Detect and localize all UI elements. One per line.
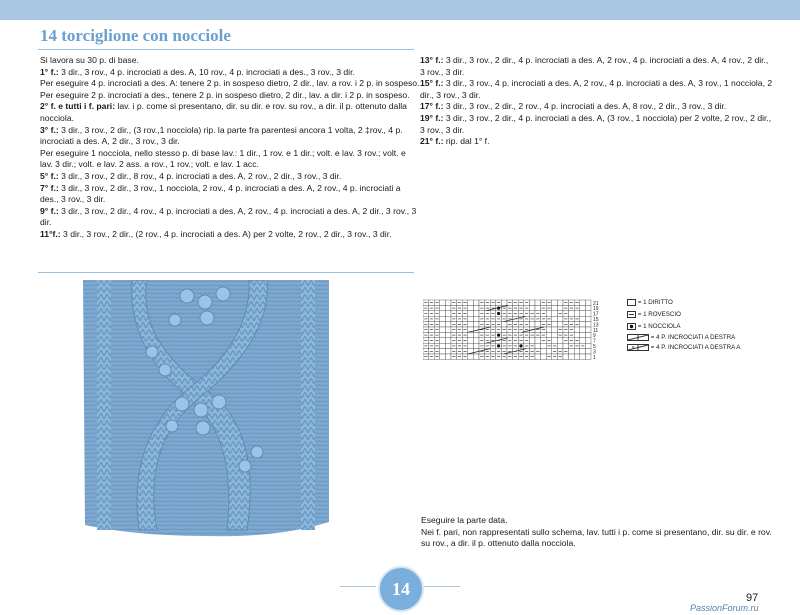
chart-cell bbox=[445, 338, 451, 343]
chart-cell bbox=[440, 327, 446, 332]
section-divider bbox=[38, 272, 414, 273]
chart-cell bbox=[546, 327, 552, 332]
chart-cell bbox=[580, 316, 586, 321]
knitting-chart bbox=[423, 298, 603, 360]
chart-cell bbox=[473, 311, 479, 316]
chart-row-number: 17 bbox=[593, 311, 599, 318]
badge-number: 14 bbox=[392, 578, 410, 599]
chart-cell bbox=[535, 300, 541, 305]
chart-cell bbox=[552, 316, 558, 321]
chart-cell bbox=[440, 332, 446, 337]
chart-cell bbox=[585, 349, 591, 354]
chart-cell bbox=[445, 332, 451, 337]
chart-cell bbox=[468, 343, 474, 348]
chart-cell bbox=[535, 338, 541, 343]
note-line: Eseguire la parte data. bbox=[421, 515, 508, 525]
chart-cell bbox=[440, 343, 446, 348]
chart-cell bbox=[580, 338, 586, 343]
instruction-line: 9° f.: 3 dir., 3 rov., 2 dir., 4 rov., 4 p. incrociati a des. A, 2 rov., 4 p. incrociati a des. A, 2 dir., 3 rov., 3 dir. bbox=[40, 205, 417, 228]
chart-cell bbox=[445, 305, 451, 310]
chart-cell bbox=[585, 305, 591, 310]
title-divider bbox=[38, 49, 414, 50]
chart-cell bbox=[580, 305, 586, 310]
chart-cell bbox=[535, 322, 541, 327]
chart-row-number: 11 bbox=[593, 327, 599, 334]
chart-cell bbox=[473, 300, 479, 305]
chart-cell bbox=[473, 305, 479, 310]
chart-cell bbox=[541, 354, 547, 359]
chart-row-number: 21 bbox=[593, 300, 599, 307]
badge-line-left bbox=[340, 586, 376, 587]
instructions-right-column bbox=[420, 55, 775, 148]
instruction-line: 19° f.: 3 dir., 3 rov., 2 dir., 4 p. incrociati a des. A, (3 rov., 1 nocciola) per 2 volte, 2 rov., 2 dir., 3 rov., 3 dir. bbox=[420, 112, 772, 135]
instruction-line: 21° f.: rip. dal 1° f. bbox=[420, 136, 490, 147]
chart-cell bbox=[557, 300, 563, 305]
chart-cell bbox=[440, 354, 446, 359]
chart-cell bbox=[585, 338, 591, 343]
chart-cell bbox=[440, 322, 446, 327]
chart-cell bbox=[585, 332, 591, 337]
chart-cell bbox=[580, 354, 586, 359]
chart-cell bbox=[580, 327, 586, 332]
chart-cell bbox=[535, 305, 541, 310]
chart-cell bbox=[557, 316, 563, 321]
chart-cell bbox=[468, 332, 474, 337]
chart-cell bbox=[473, 343, 479, 348]
chart-row-number: 13 bbox=[593, 322, 599, 329]
chart-cell bbox=[552, 311, 558, 316]
instruction-line: 7° f.: 3 dir., 3 rov., 2 dir., 3 rov., 1 nocciola, 2 rov., 4 p. incrociati a des. A, 2 rov., 4 p. incrociati a des., 3 rov., 3 dir. bbox=[40, 182, 401, 205]
chart-cell bbox=[585, 322, 591, 327]
chart-cell bbox=[473, 332, 479, 337]
chart-cell bbox=[501, 322, 507, 327]
chart-cell bbox=[585, 316, 591, 321]
chart-cell bbox=[529, 305, 535, 310]
chart-cell bbox=[574, 332, 580, 337]
bobble-mark bbox=[497, 344, 500, 347]
chart-row-number: 7 bbox=[593, 338, 596, 345]
chart-cell bbox=[585, 311, 591, 316]
legend-purl: = 1 ROVESCIO bbox=[627, 311, 681, 318]
chart-cell bbox=[585, 327, 591, 332]
knit-swatch-photo bbox=[77, 280, 335, 542]
chart-cell bbox=[473, 322, 479, 327]
chart-row-number: 5 bbox=[593, 344, 596, 350]
chart-cell bbox=[445, 343, 451, 348]
chart-cell bbox=[580, 332, 586, 337]
chart-cell bbox=[557, 343, 563, 348]
chart-row-number: 9 bbox=[593, 333, 596, 340]
chart-cell bbox=[546, 332, 552, 337]
note-line: Nei f. pari, non rappresentati sullo schema, lav. tutti i p. come si presentano, dir. su dir. e rov. su rov., a dir. il p. ottenuto dalla nocciola. bbox=[421, 526, 772, 549]
chart-cell bbox=[552, 300, 558, 305]
instruction-line: Si lavora su 30 p. di base. bbox=[40, 55, 139, 65]
chart-cell bbox=[445, 300, 451, 305]
bobble-mark bbox=[519, 344, 522, 347]
chart-cell bbox=[557, 305, 563, 310]
chart-cell bbox=[569, 349, 575, 354]
pattern-title: 14 torciglione con nocciole bbox=[40, 26, 231, 45]
knit-symbol-icon bbox=[627, 299, 636, 306]
instruction-line: 17° f.: 3 dir., 3 rov., 2 dir., 2 rov., 4 p. incrociati a des. A, 8 rov., 2 dir., 3 rov., 3 dir. bbox=[420, 101, 727, 112]
chart-cell bbox=[574, 327, 580, 332]
instruction-line: Per eseguire 4 p. incrociati a des. A: tenere 2 p. in sospeso dietro, 2 dir., lav. a rov. i 2 p. in sospeso. bbox=[40, 78, 420, 89]
chart-cell bbox=[557, 338, 563, 343]
pattern-number-badge bbox=[378, 566, 424, 612]
chart-cell bbox=[529, 300, 535, 305]
chart-cell bbox=[535, 343, 541, 348]
chart-cell bbox=[468, 311, 474, 316]
chart-cell bbox=[580, 349, 586, 354]
chart-cell bbox=[468, 322, 474, 327]
legend-cable-right: = 4 P. INCROCIATI A DESTRA bbox=[627, 334, 735, 341]
chart-cell bbox=[552, 322, 558, 327]
chart-cell bbox=[440, 311, 446, 316]
instruction-line: 2° f. e tutti i f. pari: lav. i p. come si presentano, dir. su dir. e rov. su rov., a dir. il p. ottenuto dalla nocciola. bbox=[40, 101, 407, 123]
bobble-mark bbox=[497, 312, 500, 315]
chart-cell bbox=[529, 338, 535, 343]
chart-cell bbox=[473, 354, 479, 359]
chart-cell bbox=[468, 305, 474, 310]
chart-cell bbox=[552, 338, 558, 343]
watermark: PassionForum.ru bbox=[690, 603, 759, 613]
chart-row-number: 3 bbox=[593, 349, 596, 356]
bobble-symbol-icon bbox=[627, 323, 636, 330]
badge-line-right bbox=[424, 586, 460, 587]
chart-cell bbox=[535, 354, 541, 359]
chart-cell bbox=[574, 311, 580, 316]
legend-cable-right-a: = 4 P. INCROCIATI A DESTRA A bbox=[627, 344, 740, 351]
chart-cell bbox=[445, 316, 451, 321]
instruction-line: Per eseguire 1 nocciola, nello stesso p. di base lav.: 1 dir., 1 rov. e 1 dir.; volt. e lav. 3 rov.; volt. e lav. 3 dir.; volt. e lav. 2 ass. a rov., 1 rov.; volt. e lav. 1 acc. bbox=[40, 147, 406, 170]
chart-cell bbox=[501, 300, 507, 305]
chart-row-number: 19 bbox=[593, 306, 599, 313]
chart-cell bbox=[445, 349, 451, 354]
purl-symbol-icon bbox=[627, 311, 636, 318]
chart-cell bbox=[529, 322, 535, 327]
chart-cell bbox=[569, 354, 575, 359]
chart-cell bbox=[557, 322, 563, 327]
chart-cell bbox=[473, 316, 479, 321]
chart-cell bbox=[468, 338, 474, 343]
chart-cell bbox=[580, 300, 586, 305]
chart-cell bbox=[440, 349, 446, 354]
notes-text bbox=[421, 515, 776, 550]
legend-bobble: = 1 NOCCIOLA bbox=[627, 323, 681, 330]
chart-cell bbox=[440, 316, 446, 321]
chart-cell bbox=[445, 354, 451, 359]
chart-cell bbox=[473, 338, 479, 343]
instruction-line: 13° f.: 3 dir., 3 rov., 2 dir., 4 p. incrociati a des. A, 2 rov., 4 p. incrociati a des. A, 4 rov., 2 dir., 3 rov., 3 dir. bbox=[420, 55, 769, 77]
chart-cell bbox=[563, 354, 569, 359]
chart-cell bbox=[440, 300, 446, 305]
chart-cell bbox=[541, 343, 547, 348]
chart-cell bbox=[563, 343, 569, 348]
chart-cell bbox=[546, 349, 552, 354]
chart-cell bbox=[468, 354, 474, 359]
chart-cell bbox=[468, 316, 474, 321]
chart-cell bbox=[552, 332, 558, 337]
top-color-band bbox=[0, 0, 800, 20]
legend-knit: = 1 DIRITTO bbox=[627, 299, 673, 306]
chart-cell bbox=[580, 322, 586, 327]
instruction-line: 5° f.: 3 dir., 3 rov., 2 dir., 8 rov., 4 p. incrociati a des. A, 2 rov., 2 dir., 3 rov., 3 dir. bbox=[40, 170, 342, 181]
chart-cell bbox=[445, 327, 451, 332]
cable-right-a-symbol-icon bbox=[627, 344, 649, 351]
chart-cell bbox=[541, 349, 547, 354]
chart-cell bbox=[585, 343, 591, 348]
chart-cell bbox=[580, 311, 586, 316]
instructions-left-column bbox=[40, 55, 420, 241]
chart-cell bbox=[546, 311, 552, 316]
instruction-line: 11°f.: 3 dir., 3 rov., 2 dir., (2 rov., 4 p. incrociati a des. A) per 2 volte, 2 rov., 2 dir., 3 rov., 3 dir. bbox=[40, 228, 392, 239]
chart-cell bbox=[440, 305, 446, 310]
chart-cell bbox=[574, 354, 580, 359]
chart-cell bbox=[445, 311, 451, 316]
chart-row-number: 1 bbox=[593, 354, 596, 360]
chart-cell bbox=[585, 354, 591, 359]
chart-cell bbox=[440, 338, 446, 343]
chart-cell bbox=[445, 322, 451, 327]
chart-cell bbox=[574, 349, 580, 354]
instruction-line: 1° f.: 3 dir., 3 rov., 4 p. incrociati a des. A, 10 rov., 4 p. incrociati a des., 3 rov., 3 dir. bbox=[40, 66, 355, 77]
page-number: 97 bbox=[746, 592, 759, 604]
instruction-line: 3° f.: 3 dir., 3 rov., 2 dir., (3 rov.,1 nocciola) rip. la parte fra parentesi ancora 1 volta, 2 ‡rov., 4 p. incrociati a des. A, 2 dir., 3 rov., 3 dir. bbox=[40, 124, 403, 147]
cable-right-symbol-icon bbox=[627, 334, 649, 341]
chart-cell bbox=[552, 327, 558, 332]
instruction-line: Per eseguire 2 p. incrociati a des., tenere 2 p. in sospeso dietro, 2 dir., lav. a dir. i 2 p. in sospeso. bbox=[40, 89, 410, 100]
bobble-mark bbox=[497, 334, 500, 337]
chart-cell bbox=[552, 305, 558, 310]
chart-row-number: 15 bbox=[593, 317, 599, 323]
chart-cell bbox=[569, 311, 575, 316]
chart-cell bbox=[585, 300, 591, 305]
instruction-line: 15° f.: 3 dir., 3 rov., 4 p. incrociati a des. A, 2 rov., 4 p. incrociati a des. A, 3 rov., 1 nocciola, 2 dir., 3 rov., 3 dir. bbox=[420, 78, 773, 100]
chart-cell bbox=[468, 300, 474, 305]
